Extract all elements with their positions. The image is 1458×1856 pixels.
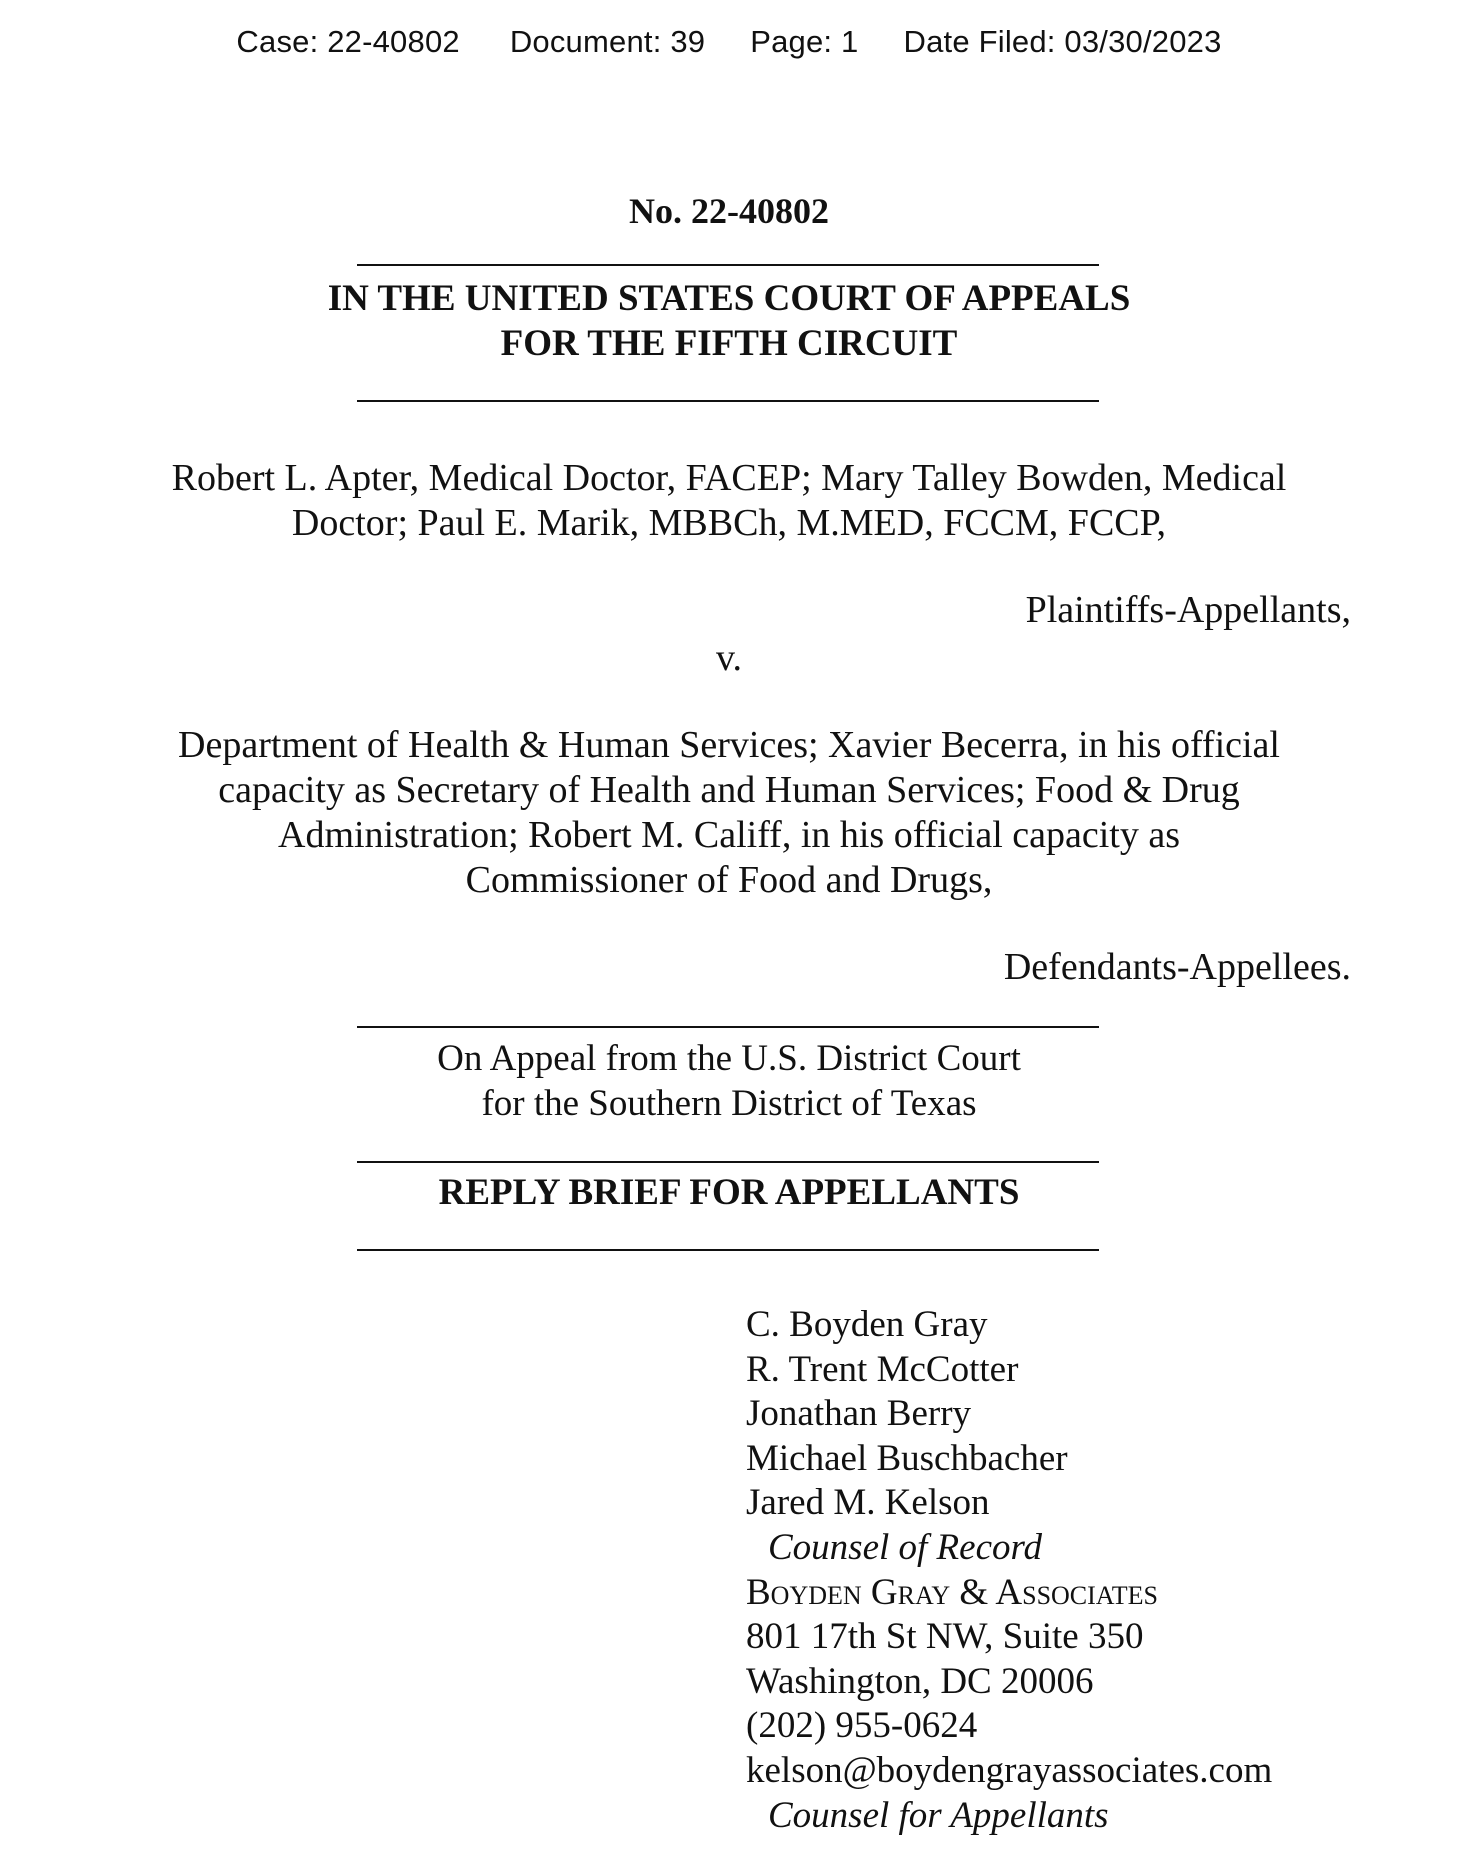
- plaintiffs-line-1: Robert L. Apter, Medical Doctor, FACEP; Mary Talley Bowden, Medical: [171, 457, 1287, 499]
- court-line-1: IN THE UNITED STATES COURT OF APPEALS: [327, 278, 1131, 319]
- defendants-names: [100, 723, 1358, 903]
- header-date-filed: Date Filed: 03/30/2023: [903, 24, 1222, 59]
- defendants-line-2: capacity as Secretary of Health and Human Services; Food & Drug: [218, 769, 1240, 811]
- defendants-line-4: Commissioner of Food and Drugs,: [465, 859, 993, 901]
- court-line-2: FOR THE FIFTH CIRCUIT: [500, 323, 958, 364]
- header-document: Document: 39: [509, 24, 706, 59]
- counsel-record-note: Counsel of Record: [768, 1526, 1043, 1568]
- court-name: [0, 276, 1458, 366]
- appeal-line-2: for the Southern District of Texas: [481, 1083, 977, 1124]
- defendants-role: Defendants-Appellees.: [1003, 946, 1351, 988]
- email-address: kelson@boydengrayassociates.com: [746, 1749, 1273, 1791]
- divider-rule: [357, 264, 1099, 266]
- counsel-name: R. Trent McCotter: [746, 1348, 1019, 1390]
- plaintiffs-role: Plaintiffs-Appellants,: [1025, 589, 1351, 631]
- counsel-block: [746, 1303, 1272, 1838]
- counsel-name: Jonathan Berry: [746, 1393, 972, 1435]
- header-page: Page: 1: [750, 24, 859, 59]
- divider-rule: [357, 1026, 1099, 1028]
- plaintiffs-names: [100, 456, 1358, 546]
- case-number: No. 22-40802: [629, 191, 829, 231]
- brief-title: REPLY BRIEF FOR APPELLANTS: [438, 1172, 1020, 1213]
- plaintiffs-line-2: Doctor; Paul E. Marik, MBBCh, M.MED, FCCM, FCCP,: [291, 502, 1167, 544]
- counsel-name: Jared M. Kelson: [746, 1482, 990, 1524]
- divider-rule: [357, 400, 1099, 402]
- law-firm-name: Boyden Gray & Associates: [746, 1571, 1158, 1613]
- counsel-role: Counsel for Appellants: [768, 1794, 1109, 1836]
- divider-rule: [357, 1249, 1099, 1251]
- address-line-1: 801 17th St NW, Suite 350: [746, 1616, 1144, 1658]
- divider-rule: [357, 1161, 1099, 1163]
- versus: v.: [715, 637, 743, 679]
- phone-number: (202) 955-0624: [746, 1705, 978, 1747]
- header-case: Case: 22-40802: [236, 24, 460, 59]
- defendants-line-1: Department of Health & Human Services; Xavier Becerra, in his official: [178, 724, 1280, 766]
- appeal-line-1: On Appeal from the U.S. District Court: [437, 1038, 1021, 1079]
- appeal-origin: [0, 1036, 1458, 1126]
- counsel-name: Michael Buschbacher: [746, 1437, 1068, 1479]
- defendants-line-3: Administration; Robert M. Califf, in his official capacity as: [278, 814, 1180, 856]
- address-line-2: Washington, DC 20006: [746, 1660, 1094, 1702]
- counsel-name: C. Boyden Gray: [746, 1304, 988, 1345]
- filing-header: [0, 24, 1458, 60]
